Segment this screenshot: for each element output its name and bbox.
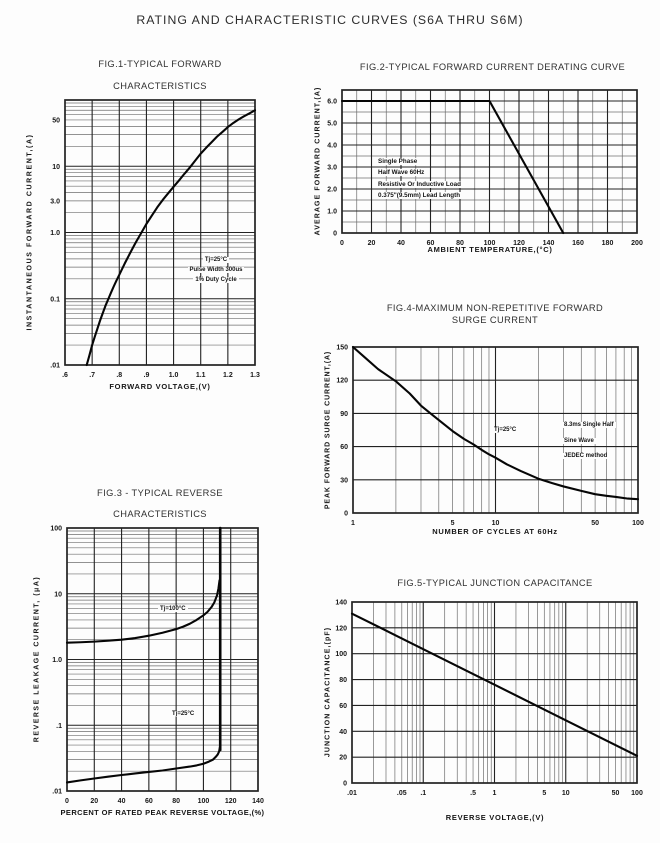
fig2-ann-load: Resistive Or Inductive Load	[378, 180, 461, 188]
svg-text:100: 100	[632, 520, 644, 527]
svg-text:0: 0	[344, 510, 348, 518]
fig3-ann-tj100: Tj=100°C	[160, 606, 186, 612]
svg-text:10: 10	[52, 163, 60, 171]
svg-text:.01: .01	[52, 788, 62, 796]
svg-text:40: 40	[339, 728, 347, 736]
svg-text:0.1: 0.1	[50, 296, 60, 304]
svg-text:140: 140	[542, 240, 555, 247]
svg-text:50: 50	[611, 790, 620, 797]
svg-text:6.0: 6.0	[327, 98, 337, 106]
svg-text:10: 10	[491, 520, 500, 527]
fig1-x-axis-label: FORWARD VOLTAGE,(V)	[109, 382, 211, 391]
fig2-ann-lead-length: 0.375"(9.5mm) Lead Length	[378, 191, 461, 199]
fig2-ann-half-wave: Half Wave 60Hz	[378, 169, 425, 177]
svg-text:60: 60	[339, 702, 347, 710]
svg-text:140: 140	[335, 599, 347, 607]
svg-text:100: 100	[197, 798, 210, 805]
svg-text:.5: .5	[470, 790, 476, 797]
fig2-chart	[306, 82, 655, 254]
fig4-tj25-label	[492, 427, 518, 433]
svg-text:0: 0	[343, 780, 347, 788]
fig3-title-line1: FIG.3 - TYPICAL REVERSE	[97, 488, 223, 498]
fig2-test-conditions	[376, 158, 463, 203]
svg-text:160: 160	[572, 240, 584, 247]
svg-text:.9: .9	[143, 372, 150, 379]
svg-text:100: 100	[335, 651, 347, 659]
svg-text:60: 60	[340, 444, 348, 452]
fig2-title: FIG.2-TYPICAL FORWARD CURRENT DERATING CURVE	[359, 62, 626, 72]
svg-text:20: 20	[339, 754, 347, 762]
svg-text:1.0: 1.0	[50, 230, 60, 237]
svg-text:0: 0	[340, 240, 344, 247]
fig5-y-axis-label: JUNCTION CAPACITANCE,(pF)	[324, 626, 332, 758]
svg-text:50: 50	[591, 520, 600, 527]
fig4-title-line1: FIG.4-MAXIMUM NON-REPETITIVE FORWARD	[386, 303, 604, 313]
svg-text:40: 40	[117, 798, 126, 805]
fig2-ann-single-phase: Single Phase	[378, 158, 418, 165]
fig1-title-line1: FIG.1-TYPICAL FORWARD	[98, 59, 222, 69]
fig3-tj100-label	[158, 606, 188, 612]
fig1-ann-pulse-width: Pulse Width 300us	[189, 266, 243, 273]
svg-text:50: 50	[52, 117, 60, 125]
svg-text:10: 10	[561, 790, 570, 797]
fig4-x-axis-label: NUMBER OF CYCLES AT 60Hz	[432, 527, 558, 536]
svg-text:80: 80	[456, 240, 464, 247]
fig3-y-axis-label: REVERSE LEAKAGE CURRENT, (μA)	[33, 575, 41, 743]
svg-text:80: 80	[339, 677, 347, 685]
svg-text:200: 200	[631, 240, 643, 247]
svg-text:5: 5	[542, 790, 547, 797]
svg-text:.8: .8	[116, 372, 123, 379]
page-title: RATING AND CHARACTERISTIC CURVES (S6A THRU S6M)	[136, 13, 524, 27]
svg-text:1: 1	[492, 790, 497, 797]
svg-text:120: 120	[336, 377, 348, 385]
svg-text:.1: .1	[56, 722, 62, 730]
fig5-chart	[320, 594, 655, 802]
svg-text:3.0: 3.0	[327, 164, 337, 172]
svg-text:20: 20	[367, 240, 376, 247]
svg-text:60: 60	[144, 798, 153, 805]
fig1-ann-tj: Tj=25°C	[204, 257, 228, 263]
svg-text:5.0: 5.0	[327, 120, 337, 128]
fig1-test-conditions	[168, 257, 264, 286]
fig1-ann-duty-cycle: 1% Duty Cycle	[195, 276, 237, 283]
svg-text:.01: .01	[347, 790, 357, 797]
svg-text:5: 5	[450, 520, 455, 527]
fig3-x-axis-label: PERCENT OF RATED PEAK REVERSE VOLTAGE,(%)	[60, 808, 265, 817]
svg-text:100: 100	[631, 790, 643, 797]
svg-text:1.0: 1.0	[327, 208, 337, 216]
svg-text:3.0: 3.0	[50, 198, 60, 206]
fig4-ann-jedec: JEDEC method	[564, 453, 608, 459]
svg-text:1.0: 1.0	[52, 657, 62, 664]
svg-text:.01: .01	[50, 362, 60, 370]
svg-text:2.0: 2.0	[327, 186, 337, 194]
svg-text:4.0: 4.0	[327, 142, 337, 150]
svg-text:.1: .1	[420, 790, 427, 797]
svg-text:100: 100	[50, 525, 62, 533]
fig4-y-axis-label: PEAK FORWARD SURGE CURRENT,(A)	[324, 350, 332, 510]
svg-text:30: 30	[340, 477, 348, 485]
svg-text:1.0: 1.0	[168, 372, 179, 379]
svg-text:140: 140	[252, 798, 264, 805]
fig3-title-line2: CHARACTERISTICS	[113, 509, 207, 519]
svg-text:90: 90	[340, 410, 348, 418]
fig2-x-axis-label: AMBIENT TEMPERATURE,(°C)	[427, 245, 553, 254]
svg-text:0: 0	[65, 798, 69, 805]
svg-text:150: 150	[336, 344, 348, 352]
svg-text:1.1: 1.1	[195, 372, 206, 379]
svg-text:120: 120	[224, 798, 237, 805]
svg-text:.05: .05	[396, 790, 407, 797]
svg-text:20: 20	[90, 798, 99, 805]
fig3-tj25-label	[170, 711, 196, 717]
fig4-title-line2: SURGE CURRENT	[451, 315, 539, 325]
svg-text:100: 100	[483, 240, 496, 247]
fig4-test-conditions	[562, 422, 648, 469]
svg-text:.6: .6	[62, 372, 68, 379]
fig5-x-axis-label: REVERSE VOLTAGE,(V)	[445, 813, 545, 822]
fig4-ann-sine2: Sine Wave	[564, 437, 594, 444]
svg-text:10: 10	[54, 591, 62, 599]
svg-text:120: 120	[335, 625, 347, 633]
fig1-title-line2: CHARACTERISTICS	[113, 81, 207, 91]
svg-text:60: 60	[426, 240, 435, 247]
fig4-ann-tj25: Tj=25°C	[494, 427, 517, 433]
fig3-chart	[30, 520, 275, 808]
svg-text:1.3: 1.3	[250, 372, 260, 379]
fig4-ann-sine1: 8.3ms Single Half	[564, 422, 614, 428]
fig5-title: FIG.5-TYPICAL JUNCTION CAPACITANCE	[397, 578, 593, 588]
svg-text:40: 40	[397, 240, 405, 247]
svg-text:.7: .7	[89, 372, 96, 379]
svg-text:80: 80	[172, 798, 181, 805]
svg-text:1: 1	[351, 520, 355, 527]
svg-text:180: 180	[601, 240, 614, 247]
fig3-ann-tj25: Tj=25°C	[172, 711, 195, 717]
svg-text:0: 0	[333, 230, 337, 238]
fig2-y-axis-label: AVERAGE FORWARD CURRENT,(A)	[314, 86, 322, 236]
svg-text:1.2: 1.2	[222, 372, 233, 379]
fig1-chart	[20, 92, 270, 392]
fig1-y-axis-label: INSTANTANEOUS FORWARD CURRENT,(A)	[26, 133, 34, 331]
svg-text:120: 120	[513, 240, 525, 247]
